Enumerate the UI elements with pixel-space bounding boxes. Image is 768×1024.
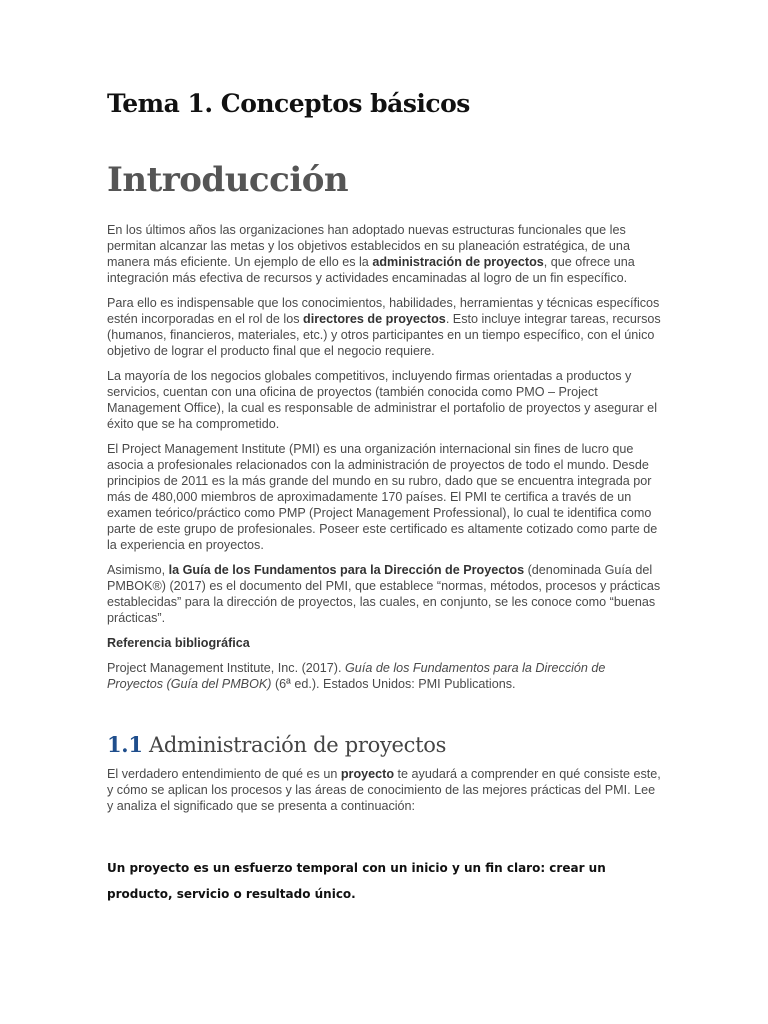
paragraph-5-bold: la Guía de los Fundamentos para la Dirección de Proyectos: [168, 563, 525, 577]
reference-text-a: Project Management Institute, Inc. (2017).: [107, 661, 346, 675]
reference-italic-title: Guía de los Fundamentos para la Dirección de Proyectos (Guía del PMBOK): [107, 661, 606, 691]
section-title-text: Administración de proyectos: [142, 733, 447, 757]
introduction-body: [107, 222, 663, 692]
paragraph-1-text-a: En los últimos años las organizaciones han adoptado nuevas estructuras funcionales que les permitan alcanzar las metas y los objetivos establecidos en su planeación estratégica, de una manera más eficiente. Un ejemplo de ello es la: [107, 223, 630, 269]
paragraph-1: [107, 222, 663, 286]
paragraph-5: [107, 562, 663, 626]
project-definition: Un proyecto es un esfuerzo temporal con un inicio y un fin claro: crear un producto, servicio o resultado único.: [107, 861, 606, 901]
paragraph-2: [107, 295, 663, 359]
section-body-text-a: El verdadero entendimiento de qué es un: [107, 767, 341, 781]
topic-title: Tema 1. Conceptos básicos: [107, 89, 470, 118]
reference-text-b: (6ª ed.). Estados Unidos: PMI Publications.: [271, 677, 516, 691]
paragraph-1-text-b: , que ofrece una integración más efectiva de recursos y actividades encaminadas al logro de un fin específico.: [107, 255, 635, 285]
section-heading: [107, 732, 446, 757]
section-body-text-b: te ayudará a comprender en qué consiste este, y cómo se aplican los procesos y las áreas de conocimiento de las mejores prácticas del PMI. Lee y analiza el significado que se presenta a continuación:: [107, 767, 661, 813]
paragraph-1-bold: administración de proyectos: [372, 255, 544, 269]
paragraph-2-text-b: . Esto incluye integrar tareas, recursos (humanos, financieros, materiales, etc.) y otros participantes en un tiempo específico, con el único objetivo de lograr el producto final que el negocio requiere.: [107, 312, 661, 358]
reference-citation: [107, 660, 663, 692]
introduction-heading: Introducción: [107, 160, 349, 200]
paragraph-5-text-b: (denominada Guía del PMBOK®) (2017) es el documento del PMI, que establece “normas, métodos, procesos y prácticas establecidas” para la dirección de proyectos, las cuales, en conjunto, se les conoce como “buenas prácticas”.: [107, 563, 661, 625]
section-body-bold: proyecto: [340, 767, 395, 781]
section-number: 1.1: [107, 732, 143, 757]
paragraph-4: El Project Management Institute (PMI) es una organización internacional sin fines de lucro que asocia a profesionales relacionados con la administración de proyectos de todo el mundo. Desde principios de 2011 es la más grande del mundo en su rubro, dado que se encuentra integrada por más de 480,000 miembros de aproximadamente 170 países. El PMI te certifica a través de un examen teórico/práctico como PMP (Project Management Professional), lo cual te identifica como parte de este grupo de profesionales. Poseer este certificado es altamente cotizado como parte de la experiencia en proyectos.: [107, 442, 658, 552]
paragraph-5-text-a: Asimismo,: [107, 563, 169, 577]
paragraph-2-text-a: Para ello es indispensable que los conocimientos, habilidades, herramientas y técnicas específicos estén incorporadas en el rol de los: [107, 296, 660, 326]
paragraph-2-bold: directores de proyectos: [303, 312, 446, 326]
section-body: [107, 766, 663, 814]
reference-heading: Referencia bibliográfica: [107, 636, 250, 650]
paragraph-3: La mayoría de los negocios globales competitivos, incluyendo firmas orientadas a productos y servicios, cuentan con una oficina de proyectos (también conocida como PMO – Project Management Office), la cual es responsable de administrar el portafolio de proyectos y asegurar el éxito que se ha comprometido.: [107, 369, 657, 431]
